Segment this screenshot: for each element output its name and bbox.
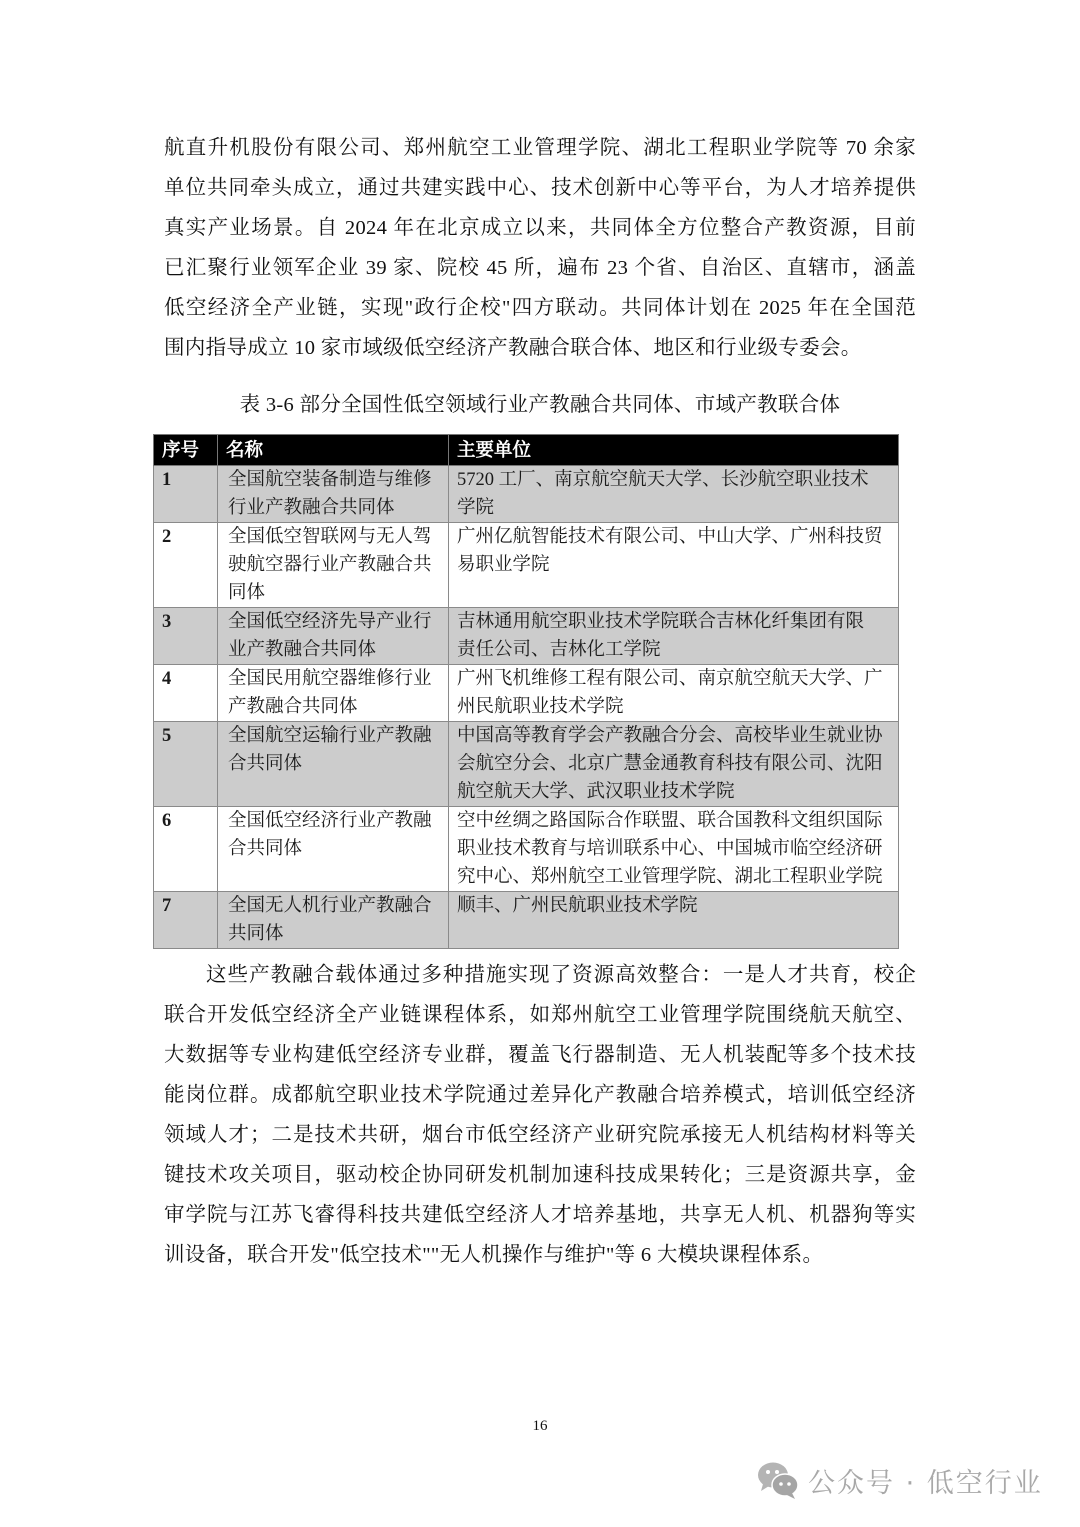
cell-number: 4: [154, 665, 218, 722]
text-line: 键技术攻关项目，驱动校企协同研发机制加速科技成果转化；三是资源共享，金: [164, 1164, 916, 1186]
table-caption: 表 3-6 部分全国性低空领域行业产教融合共同体、市域产教联合体: [239, 394, 841, 416]
cell-number: 1: [154, 466, 218, 523]
text-line: 联合开发低空经济全产业链课程体系，如郑州航空工业管理学院围绕航天航空、: [164, 1004, 916, 1026]
cell-units: [449, 466, 899, 523]
cell-line: 5720 工厂、南京航空航天大学、长沙航空职业技术: [457, 470, 869, 490]
cell-units: [449, 665, 899, 722]
cell-number: 7: [154, 892, 218, 949]
cell-line: 共同体: [228, 924, 284, 944]
text-line: 真实产业场景。自 2024 年在北京成立以来，共同体全方位整合产教资源，目前: [164, 217, 916, 239]
table-row: [154, 608, 899, 665]
watermark-text: 公众号 · 低空行业: [808, 1467, 1043, 1499]
column-header-number: 序号: [154, 435, 218, 466]
cell-line: 合共同体: [228, 839, 303, 859]
text-line: 这些产教融合载体通过多种措施实现了资源高效整合：一是人才共育，校企: [206, 964, 916, 986]
cell-line: 空中丝绸之路国际合作联盟、联合国教科文组织国际: [457, 811, 883, 831]
cell-line: 顺丰、广州民航职业技术学院: [457, 896, 698, 916]
cell-units: [449, 608, 899, 665]
table-header-row: [154, 435, 899, 466]
cell-name: [218, 665, 449, 722]
text-line: 大数据等专业构建低空经济专业群，覆盖飞行器制造、无人机装配等多个技术技: [164, 1044, 916, 1066]
cell-line: 业产教融合共同体: [228, 640, 377, 660]
cell-line: 学院: [457, 498, 495, 518]
cell-line: 全国低空经济先导产业行: [228, 612, 432, 632]
text-line: 围内指导成立 10 家市域级低空经济产教融合联合体、地区和行业级专委会。: [164, 337, 862, 359]
cell-number: 5: [154, 722, 218, 807]
cell-line: 广州飞机维修工程有限公司、南京航空航天大学、广: [457, 669, 883, 689]
table-row: [154, 523, 899, 608]
table-row: [154, 807, 899, 892]
cell-line: 驶航空器行业产教融合共: [228, 555, 432, 575]
text-line: 能岗位群。成都航空职业技术学院通过差异化产教融合培养模式，培训低空经济: [164, 1084, 916, 1106]
watermark: [756, 1458, 1043, 1502]
cell-name: [218, 523, 449, 608]
cell-number: 3: [154, 608, 218, 665]
table-row: [154, 665, 899, 722]
text-line: 领域人才；二是技术共研，烟台市低空经济产业研究院承接无人机结构材料等关: [164, 1124, 916, 1146]
cell-units: [449, 722, 899, 807]
summary-paragraph: [164, 955, 916, 1275]
cell-units: [449, 892, 899, 949]
cell-name: [218, 466, 449, 523]
cell-line: 行业产教融合共同体: [228, 498, 395, 518]
wechat-icon: [756, 1460, 800, 1500]
cell-line: 广州亿航智能技术有限公司、中山大学、广州科技贸: [457, 527, 883, 547]
cell-units: [449, 807, 899, 892]
cell-line: 全国民用航空器维修行业: [228, 669, 432, 689]
table-row: [154, 892, 899, 949]
text-line: 低空经济全产业链，实现"政行企校"四方联动。共同体计划在 2025 年在全国范: [164, 297, 916, 319]
cell-line: 中国高等教育学会产教融合分会、高校毕业生就业协: [457, 726, 883, 746]
text-line: 航直升机股份有限公司、郑州航空工业管理学院、湖北工程职业学院等 70 余家: [164, 137, 916, 159]
cell-line: 职业技术教育与培训联系中心、中国城市临空经济研: [457, 839, 883, 859]
communities-table: [153, 434, 899, 949]
text-line: 训设备，联合开发"低空技术""无人机操作与维护"等 6 大模块课程体系。: [164, 1244, 824, 1266]
text-line: 审学院与江苏飞睿得科技共建低空经济人才培养基地，共享无人机、机器狗等实: [164, 1204, 916, 1226]
cell-name: [218, 722, 449, 807]
cell-line: 吉林通用航空职业技术学院联合吉林化纤集团有限: [457, 612, 865, 632]
cell-line: 航空航天大学、武汉职业技术学院: [457, 782, 735, 802]
cell-line: 责任公司、吉林化工学院: [457, 640, 661, 660]
intro-paragraph: [164, 128, 916, 368]
cell-line: 全国无人机行业产教融合: [228, 896, 432, 916]
cell-line: 易职业学院: [457, 555, 550, 575]
cell-line: 全国低空经济行业产教融: [228, 811, 432, 831]
cell-line: 产教融合共同体: [228, 697, 358, 717]
column-header-name: 名称: [218, 435, 449, 466]
cell-line: 会航空分会、北京广慧金通教育科技有限公司、沈阳: [457, 754, 883, 774]
table-row: [154, 466, 899, 523]
cell-name: [218, 608, 449, 665]
table-row: [154, 722, 899, 807]
cell-number: 6: [154, 807, 218, 892]
cell-name: [218, 807, 449, 892]
text-line: 单位共同牵头成立，通过共建实践中心、技术创新中心等平台，为人才培养提供: [164, 177, 916, 199]
cell-line: 州民航职业技术学院: [457, 697, 624, 717]
cell-number: 2: [154, 523, 218, 608]
cell-line: 全国航空装备制造与维修: [228, 470, 432, 490]
cell-units: [449, 523, 899, 608]
cell-line: 合共同体: [228, 754, 303, 774]
cell-line: 究中心、郑州航空工业管理学院、湖北工程职业学院: [457, 867, 883, 887]
cell-line: 全国低空智联网与无人驾: [228, 527, 432, 547]
column-header-units: 主要单位: [449, 435, 899, 466]
page-number: 16: [532, 1418, 548, 1434]
cell-line: 全国航空运输行业产教融: [228, 726, 432, 746]
text-line: 已汇聚行业领军企业 39 家、院校 45 所，遍布 23 个省、自治区、直辖市，涵盖: [164, 257, 916, 279]
cell-line: 同体: [228, 583, 266, 603]
cell-name: [218, 892, 449, 949]
